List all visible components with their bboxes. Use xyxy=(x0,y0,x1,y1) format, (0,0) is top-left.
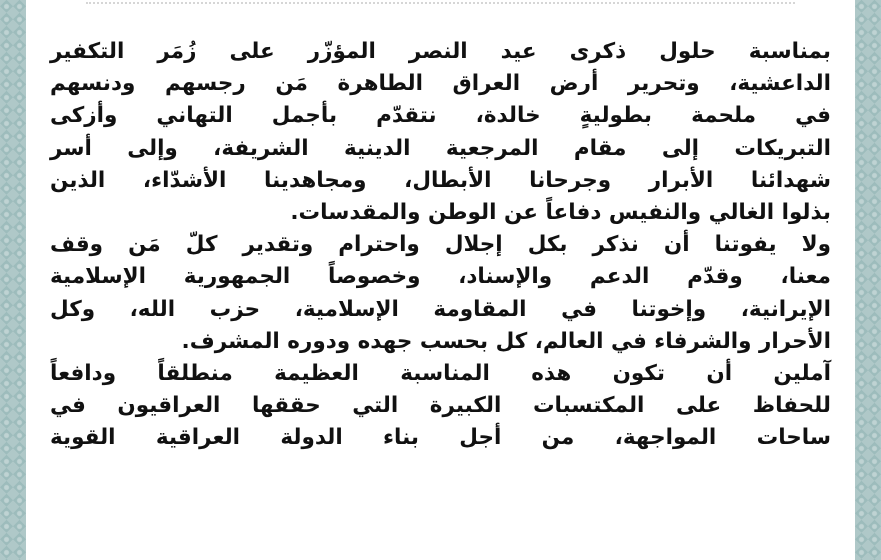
text-line: التبريكات إلى مقام المرجعية الدينية الشريفة، وإلى أسر xyxy=(50,135,831,161)
text-line: الإيرانية، وإخوتنا في المقاومة الإسلامية، حزب الله، وكل xyxy=(50,296,831,322)
text-line: آملين أن تكون هذه المناسبة العظيمة منطلقاً ودافعاً xyxy=(50,360,831,386)
text-line: معنا، وقدّم الدعم والإسناد، وخصوصاً الجمهورية الإسلامية xyxy=(50,264,831,290)
cropped-previous-line xyxy=(86,0,795,4)
text-line: في ملحمة بطوليةٍ خالدة، نتقدّم بأجمل التهاني وأزكى xyxy=(50,103,831,129)
text-line: للحفاظ على المكتسبات الكبيرة التي حققها العراقيون في xyxy=(50,393,831,419)
text-line: ساحات المواجهة، من أجل بناء الدولة العراقية القوية xyxy=(50,425,831,451)
statement-body xyxy=(50,36,831,454)
decorative-border-left xyxy=(0,0,26,560)
text-line: الداعشية، وتحرير أرض العراق الطاهرة مَن رجسهم ودنسهم xyxy=(50,71,831,97)
decorative-border-right xyxy=(855,0,881,560)
text-line: شهدائنا الأبرار وجرحانا الأبطال، ومجاهدينا الأشدّاء، الذين xyxy=(50,167,831,193)
text-line: الأحرار والشرفاء في العالم، كل بحسب جهده ودوره المشرف. xyxy=(181,328,831,354)
text-line: ولا يفوتنا أن نذكر بكل إجلال واحترام وتقدير كلّ مَن وقف xyxy=(50,232,831,258)
text-line: بذلوا الغالي والنفيس دفاعاً عن الوطن والمقدسات. xyxy=(290,199,831,225)
text-line: بمناسبة حلول ذكرى عيد النصر المؤزّر على زُمَر التكفير xyxy=(50,39,831,64)
statement-page xyxy=(26,0,855,560)
